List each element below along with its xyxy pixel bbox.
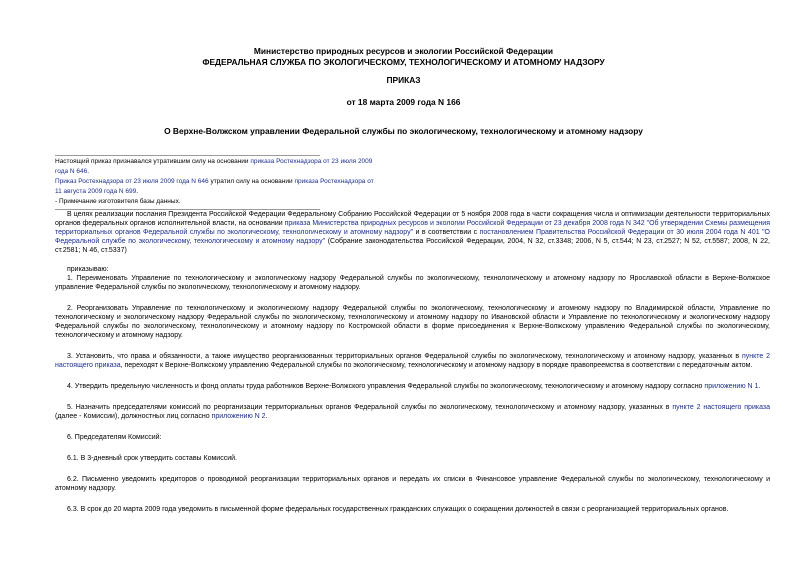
link-order-342[interactable]: приказа Министерства природных ресурсов и экологии Российской Федерации от 23 декабря 2008 года N 342 "Об утверждении Схемы размещения территориальных органов Федеральной службы по экологическому, технологическому и атомному надзору" [55,220,770,236]
note-1: Настоящий приказ признавался утратившим силу на основании приказа Ростехнадзора от 23 июля 2009 года N 646. [55,158,373,175]
paragraph-5: 5. Назначить председателями комиссий по реорганизации территориальных органов Федеральной службы по экологическому, технологическому и атомному надзору, указанных в пункте 2 настоящего приказа (далее - Комиссии), должностных лиц согласно приложению N 2. [55,404,770,420]
paragraph-4: 4. Утвердить предельную численность и фонд оплаты труда работников Верхне-Волжского управления Федеральной службы по экологическому, технологическому и атомному надзору согласно приложению N 1. [67,383,761,390]
paragraph-6: 6. Председателям Комиссий: [67,434,162,441]
note-2: Приказ Ростехнадзора от 23 июля 2009 года N 646 утратил силу на основании приказа Ростехнадзора от 11 августа 2009 года N 699. [55,178,374,195]
paragraph-6-1: 6.1. В 3-дневный срок утвердить составы Комиссий. [67,455,237,462]
link-appendix-1[interactable]: приложению N 1 [704,383,759,390]
note-3: - Примечание изготовителя базы данных. [55,198,181,205]
paragraph-3: 3. Установить, что права и обязанности, а также имущество реорганизованных территориальных органов Федеральной службы по экологическому, технологическому и атомному надзору, указанных в пункте 2 настоящего приказа, переходят к Верхне-Волжскому управлению Федеральной службы по экологическому, технологическому и атомному надзору в порядке правопреемства в соответствии с передаточным актом. [55,353,770,369]
link-appendix-2[interactable]: приложению N 2 [211,413,266,420]
link-order-646-title[interactable]: Приказ Ростехнадзора от 23 июля 2009 года N 646 [55,178,209,185]
order-word: приказываю: [67,266,109,273]
notes-top-rule [55,155,320,156]
link-clause-2[interactable]: пункте 2 настоящего приказа [55,353,770,369]
service-name: ФЕДЕРАЛЬНАЯ СЛУЖБА ПО ЭКОЛОГИЧЕСКОМУ, ТЕХНОЛОГИЧЕСКОМУ И АТОМНОМУ НАДЗОРУ [202,56,605,67]
document-subject: О Верхне-Волжском управлении Федеральной службы по экологическому, технологическому и атомному надзору [164,126,643,136]
ministry-name: Министерство природных ресурсов и экологии Российской Федерации [253,46,554,56]
link-order-699[interactable]: приказа Ростехнадзора от 11 августа 2009 года N 699 [55,178,374,195]
document-type: ПРИКАЗ [386,75,421,85]
paragraph-2: 2. Реорганизовать Управление по технологическому и экологическому надзору Федеральной службы по экологическому, технологическому и атомному надзору по Владимирской области, Управление по технологическому и экологическому надзору Федеральной службы по экологическому, технологическому и атомному надзору по Ивановской области и Управление по технологическому и экологическому надзору Федеральной службы по экологическому, технологическому и атомному надзору по Костромской области в форме присоединения к Верхне-Волжскому управлению Федеральной службы по экологическому, технологическому и атомному надзору. [55,305,770,339]
paragraph-preamble: В целях реализации послания Президента Российской Федерации Федеральному Собранию Российской Федерации от 5 ноября 2008 года в части сокращения числа и оптимизации деятельности территориальных органов федеральных органов исполнительной власти, на основании приказа Министерства природных ресурсов и экологии Российской Федерации от 23 декабря 2008 года N 342 "Об утверждении Схемы размещения территориальных органов Федеральной службы по экологическому, технологическому и атомному надзору" и в соответствии с постановлением Правительства Российской Федерации от 30 июля 2004 года N 401 "О Федеральной службе по экологическому, технологическому и атомному надзору" (Собрание законодательства Российской Федерации, 2004, N 32, ст.3348; 2006, N 5, ст.544; N 23, ст.2527; N 52, ст.5587; 2008, N 22, ст.2581; N 46, ст.5337) [55,211,770,254]
document-body [55,210,770,514]
editor-notes [55,155,375,210]
link-order-646[interactable]: приказа Ростехнадзора от 23 июля 2009 года N 646 [55,158,373,175]
paragraph-6-3: 6.3. В срок до 20 марта 2009 года уведомить в письменной форме федеральных государственных гражданских служащих о сокращении должностей в связи с реорганизацией территориальных органов. [67,506,729,513]
link-clause-2-b[interactable]: пункте 2 настоящего приказа [672,404,770,411]
document-date: от 18 марта 2009 года N 166 [346,97,461,107]
link-resolution-401[interactable]: постановлением Правительства Российской Федерации от 30 июля 2004 года N 401 "О Федеральной службе по экологическому, технологическому и атомному надзору" [55,229,770,245]
paragraph-6-2: 6.2. Письменно уведомить кредиторов о проводимой реорганизации территориальных органов и передать их списки в Финансовое управление Федеральной службы по экологическому, технологическому и атомному надзору. [55,476,770,492]
paragraph-1: 1. Переименовать Управление по технологическому и экологическому надзору Федеральной службы по экологическому, технологическому и атомному надзору по Ярославской области в Верхне-Волжское управление Федеральной службы по экологическому, технологическому и атомному надзору. [55,275,770,291]
document-header [0,46,807,67]
